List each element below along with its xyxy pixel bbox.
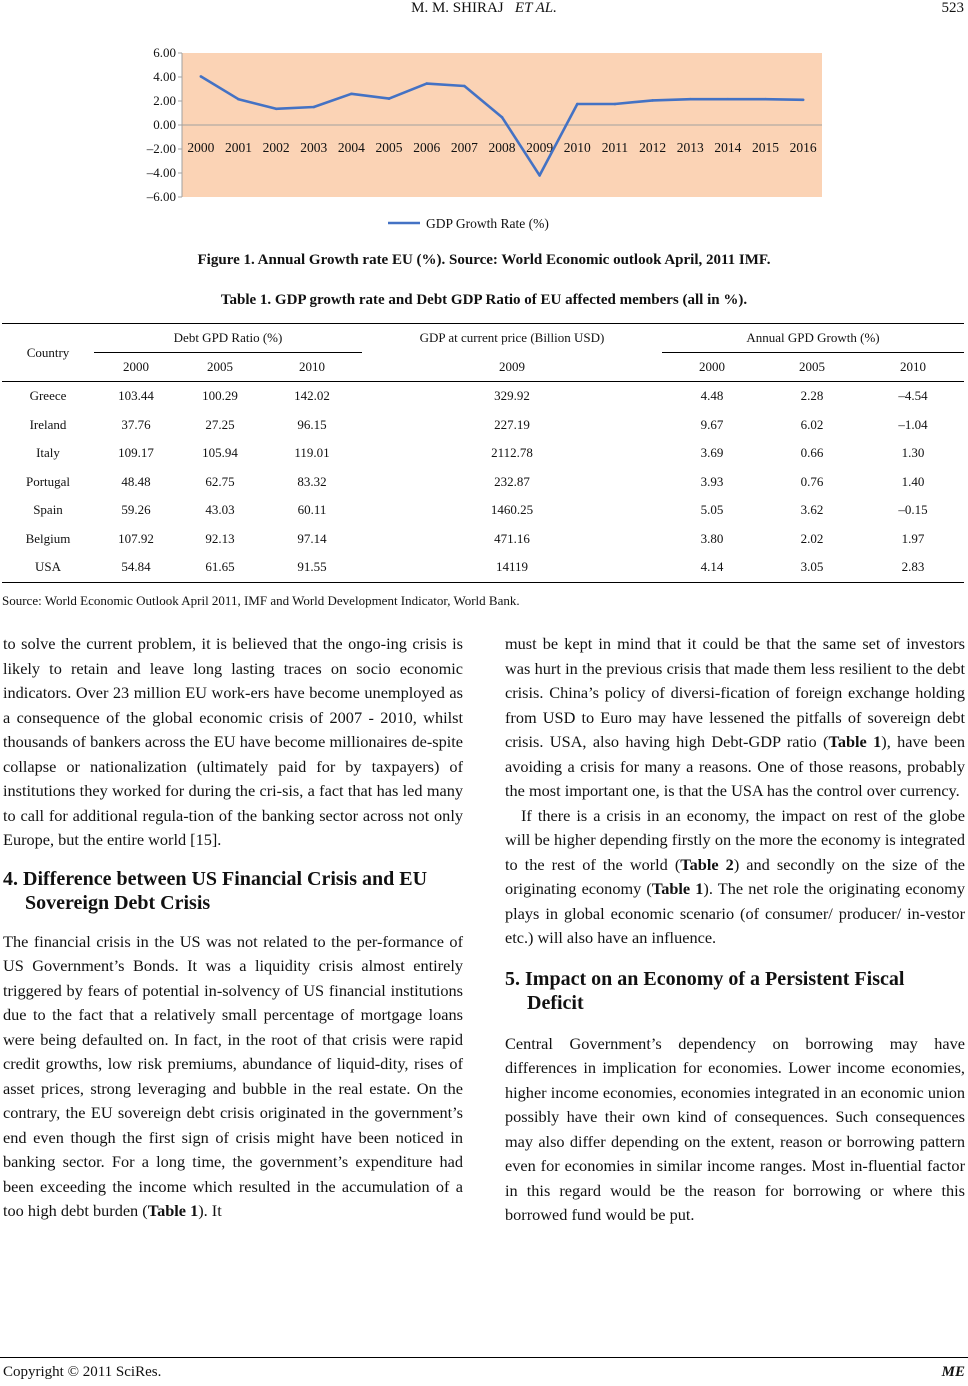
value-cell: 0.76 [800,473,824,489]
debt-year: 2000 [94,353,178,382]
value-cell: 1.40 [901,473,925,489]
y-tick-label: 0.00 [153,117,176,132]
growth-year: 2010 [862,353,964,382]
right-paragraph-2 [505,804,965,951]
country-cell: Spain [33,502,63,518]
country-cell: Greece [29,388,67,404]
gdp-growth-chart [120,40,840,240]
table-row [2,553,964,582]
value-cell: 97.14 [297,530,327,546]
value-cell: 1.30 [901,445,925,461]
left-paragraph-2 [3,930,463,1224]
data-point [388,97,391,100]
x-tick-label: 2009 [526,140,554,155]
value-cell: 329.92 [494,388,530,404]
value-cell: 119.01 [294,445,330,461]
table-caption: Table 1. GDP growth rate and Debt GDP Ratio of EU affected members (all in %). [220,292,748,308]
y-tick-label: 6.00 [153,45,176,60]
paragraph-text: If there is a crisis in an economy, the impact on rest of the globe will be higher depending firstly on the more the economy is integrated to the rest of the world ( [505,805,965,874]
value-cell: 48.48 [121,473,151,489]
debt-year: 2005 [178,353,262,382]
value-cell: 4.48 [700,388,724,404]
data-point [651,99,654,102]
country-cell: Belgium [25,530,71,546]
value-cell: 92.13 [205,530,235,546]
authors-et-al: ET AL. [514,0,557,16]
value-cell: 105.94 [202,445,238,461]
y-tick-label: –2.00 [146,141,176,156]
value-cell: 4.14 [662,553,762,582]
y-tick-label: 4.00 [153,69,176,84]
table-row [2,439,964,468]
value-cell: 0.66 [800,445,824,461]
country-cell: Portugal [25,473,71,489]
growth-header: Annual GPD Growth (%) [662,324,964,353]
table-reference[interactable]: Table 1 [828,732,882,751]
left-paragraph-1: to solve the current problem, it is believed that the ongo-ing crisis is likely to retain and leave long lasting traces on socio economic indicators. Over 23 million EU work-ers have become unemployed as a consequence of the global economic crisis of 2007 - 2010, whilst thousands of bankers across the EU have become millionaires de-spite collapse or nationalization (ultimately paid for by taxpayers) of institutions they worked for during the cri-sis, a fact that has led many to call for additional regula-tion of the banking sector across not only Europe, but the entire world [15]. [3,634,463,849]
authors-name: M. M. SHIRAJ [411,0,504,16]
value-cell: 2.28 [800,388,824,404]
x-tick-label: 2005 [375,140,403,155]
value-cell: 471.16 [494,530,530,546]
value-cell: 3.62 [800,502,824,518]
data-point [350,93,353,96]
value-cell: 83.32 [297,473,327,489]
country-cell: Ireland [29,416,67,432]
figure-1 [120,40,840,240]
page-number: 523 [941,0,964,16]
value-cell: 103.44 [118,388,154,404]
value-cell: –4.54 [898,388,928,404]
paragraph-text: ) and secondly on the size of the originating economy ( [505,854,965,898]
y-tick-label: –4.00 [146,165,176,180]
value-cell: 14119 [362,553,662,582]
table-row [2,382,964,411]
x-tick-label: 2000 [187,140,215,155]
data-point [200,75,203,78]
value-cell: 61.65 [178,553,262,582]
data-point [727,98,730,101]
table-reference[interactable]: Table 1 [147,1201,199,1220]
right-column [505,632,965,1228]
legend-label: GDP Growth Rate (%) [426,216,549,231]
table-body [2,382,964,583]
value-cell: 232.87 [494,473,530,489]
value-cell: 59.26 [121,502,151,518]
gdp-header: GDP at current price (Billion USD) [362,324,662,353]
data-point [501,116,504,119]
value-cell: 107.92 [118,530,154,546]
value-cell: 27.25 [205,416,235,432]
value-cell: 3.69 [700,445,724,461]
value-cell: 3.93 [700,473,724,489]
debt-year: 2010 [262,353,362,382]
value-cell: 5.05 [700,502,724,518]
paragraph-text: ), have been avoiding a crisis for many a reasons. One of those reasons, probably the most important one, is that the USA has the control over currency. [505,732,965,800]
table-header-row-1 [2,324,964,353]
value-cell: 62.75 [205,473,235,489]
x-tick-label: 2001 [224,140,252,155]
value-cell: 2.02 [800,530,824,546]
section-5-heading: 5. Impact on an Economy of a Persistent Fiscal Deficit [505,967,905,1014]
running-head [0,0,968,20]
x-tick-label: 2008 [488,140,516,155]
value-cell: 100.29 [202,388,238,404]
x-tick-label: 2016 [789,140,817,155]
table-reference[interactable]: Table 1 [651,879,704,898]
value-cell: 142.02 [294,388,330,404]
x-tick-label: 2011 [601,140,629,155]
x-tick-label: 2004 [337,140,365,155]
value-cell: –1.04 [898,416,928,432]
value-cell: 54.84 [94,553,178,582]
value-cell: –0.15 [898,502,928,518]
value-cell: 96.15 [297,416,327,432]
x-tick-label: 2014 [714,140,742,155]
table-header-row-2 [2,353,964,382]
value-cell: 43.03 [205,502,235,518]
paragraph-text: ). The net role the originating economy plays in global economic scenario (of consumer/ producer/ in-vestor etc.) will also have an influence. [505,879,965,947]
table-row [2,411,964,440]
data-point [463,85,466,88]
x-tick-label: 2015 [752,140,780,155]
paragraph-text: The financial crisis in the US was not related to the per-formance of US Government’s Bonds. It was a liquidity crisis almost entirely triggered by fears of potential in-solvency of US financial institutions due to the fact that a relatively small percentage of mortgage loans were being defaulted on. In fact, in the root of that crisis were rapid credit growths, low risk premiums, abundance of liquid-dity, rises of asset prices, strong leveraging and bubble in the real estate. On the contrary, the EU sovereign debt crisis originated in the government’s end even though the first sign of crisis might have been noticed in banking sector. For a long time, the government’s expenditure had been exceeding the income which resulted in the accumulation of a too high debt burden ( [3,931,463,1220]
x-tick-label: 2007 [450,140,478,155]
value-cell: 60.11 [297,502,327,518]
country-header: Country [2,324,94,382]
data-point [425,82,428,85]
x-tick-label: 2010 [563,140,591,155]
right-paragraph-3: Central Government’s dependency on borrowing may have differences in implication for economies. Lower income economies, higher income economies, economies integrated in an economic union possibly have their own kind of consequences. Such consequences may also differ depending on the extent, reason or borrowing pattern even for economies in similar income ranges. Most in-fluential factor in this regard would be the reason for borrowing or where this borrowed fund would be put. [505,1033,965,1224]
data-point [689,98,692,101]
table-reference[interactable]: Table 2 [680,854,734,874]
x-tick-label: 2002 [262,140,290,155]
figure-caption: Figure 1. Annual Growth rate EU (%). Source: World Economic outlook April, 2011 IMF. [197,252,771,268]
y-tick-label: –6.00 [146,189,176,204]
data-point [614,103,617,106]
x-tick-label: 2013 [676,140,704,155]
data-point [802,99,805,102]
value-cell: 6.02 [800,416,824,432]
data-point [764,98,767,101]
value-cell: 3.05 [762,553,862,582]
data-point [237,98,240,101]
value-cell: 1.97 [901,530,925,546]
value-cell: 37.76 [121,416,151,432]
value-cell: 2.83 [862,553,964,582]
data-point [312,106,315,109]
value-cell: 1460.25 [490,502,534,518]
journal-abbrev: ME [941,1364,965,1380]
x-tick-label: 2003 [300,140,328,155]
copyright: Copyright © 2011 SciRes. [3,1364,162,1380]
gdp-year: 2009 [362,353,662,382]
y-tick-label: 2.00 [153,93,176,108]
growth-year: 2000 [662,353,762,382]
table-source: Source: World Economic Outlook April 2011, IMF and World Development Indicator, World Bank. [2,593,520,608]
country-cell: USA [2,553,94,582]
running-head-authors [0,0,968,17]
table-row [2,468,964,497]
page-footer [0,1357,968,1380]
data-point [538,174,541,177]
left-column [3,632,463,1224]
debt-ratio-header: Debt GPD Ratio (%) [94,324,362,353]
value-cell: 227.19 [494,416,530,432]
table-row [2,496,964,525]
value-cell: 9.67 [700,416,724,432]
value-cell: 91.55 [262,553,362,582]
paragraph-text: ). It [198,1201,222,1220]
country-cell: Italy [36,445,60,461]
table-row [2,525,964,554]
value-cell: 3.80 [700,530,724,546]
x-tick-label: 2006 [413,140,441,155]
growth-year: 2005 [762,353,862,382]
value-cell: 2112.78 [491,445,533,461]
x-tick-label: 2012 [639,140,667,155]
data-point [275,108,278,111]
right-paragraph-1 [505,632,965,804]
data-table [2,323,964,583]
data-point [576,103,579,106]
paragraph-text: must be kept in mind that it could be that the same set of investors was hurt in the previous crisis that made them less resilient to the debt crisis. China’s policy of diversi-fication of foreign exchange holding from USD to Euro may have lessened the pitfalls of sovereign debt crisis. USA, also having high Debt-GDP ratio ( [505,634,965,751]
section-4-heading: 4. Difference between US Financial Crisis and EU Sovereign Debt Crisis [3,867,428,914]
value-cell: 109.17 [118,445,154,461]
